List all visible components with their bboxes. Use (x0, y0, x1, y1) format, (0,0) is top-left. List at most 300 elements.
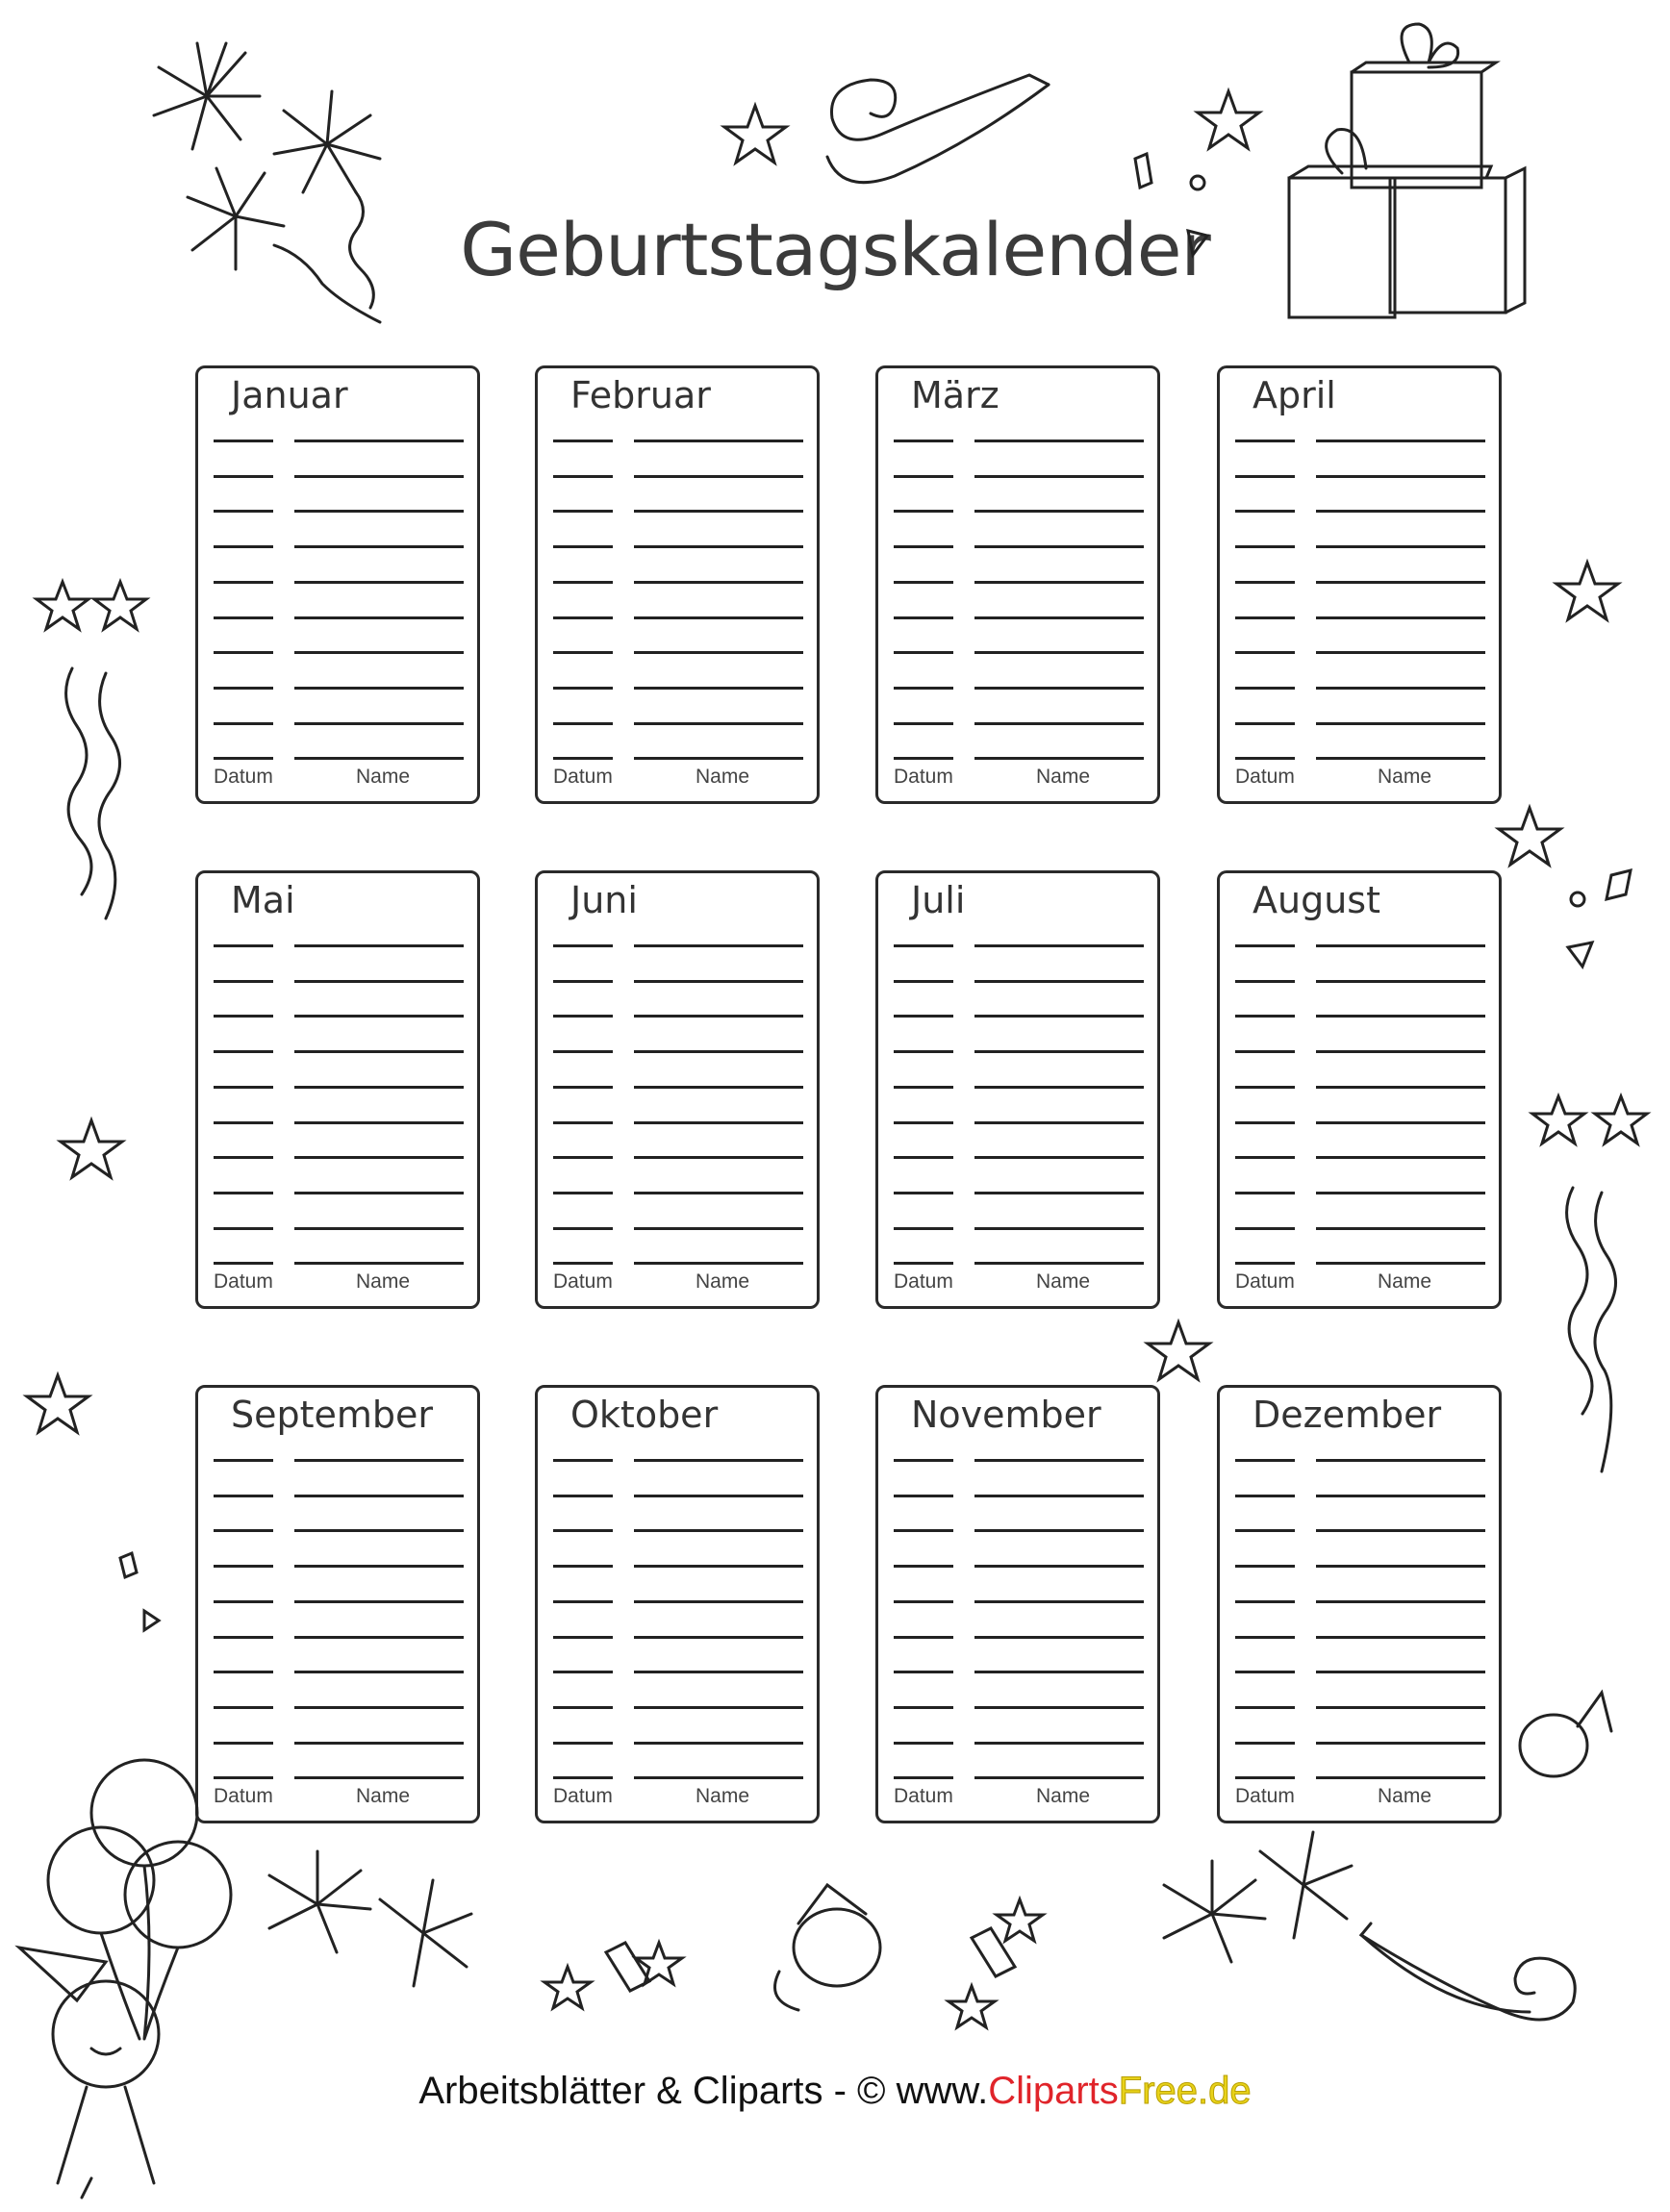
date-line[interactable] (214, 1495, 273, 1497)
date-line[interactable] (894, 1015, 953, 1018)
name-line[interactable] (294, 616, 464, 619)
date-line[interactable] (894, 651, 953, 654)
date-line[interactable] (894, 980, 953, 983)
name-line[interactable] (634, 1742, 803, 1745)
name-line[interactable] (294, 1227, 464, 1230)
date-line[interactable] (553, 1192, 613, 1194)
date-line[interactable] (553, 1121, 613, 1124)
month-card (195, 1385, 480, 1823)
name-line[interactable] (974, 1050, 1144, 1053)
date-line[interactable] (1235, 722, 1295, 725)
date-line[interactable] (1235, 1050, 1295, 1053)
date-line[interactable] (214, 1600, 273, 1603)
date-line[interactable] (214, 1050, 273, 1053)
name-line[interactable] (1316, 1262, 1485, 1265)
date-line[interactable] (214, 1671, 273, 1673)
date-line[interactable] (1235, 581, 1295, 584)
name-line[interactable] (974, 545, 1144, 548)
name-line[interactable] (294, 1529, 464, 1532)
date-line[interactable] (214, 581, 273, 584)
name-line[interactable] (634, 1121, 803, 1124)
name-line[interactable] (634, 616, 803, 619)
date-line[interactable] (214, 722, 273, 725)
date-line[interactable] (553, 1050, 613, 1053)
date-line[interactable] (894, 687, 953, 690)
date-line[interactable] (1235, 1156, 1295, 1159)
date-line[interactable] (1235, 1600, 1295, 1603)
name-line[interactable] (634, 1192, 803, 1194)
confetti-icon (1135, 154, 1151, 188)
name-line[interactable] (974, 616, 1144, 619)
date-line[interactable] (214, 545, 273, 548)
date-line[interactable] (214, 616, 273, 619)
name-line[interactable] (1316, 1459, 1485, 1462)
star-icon (724, 106, 786, 163)
name-line[interactable] (974, 440, 1144, 442)
name-line[interactable] (974, 475, 1144, 478)
name-line[interactable] (634, 1227, 803, 1230)
date-line[interactable] (214, 1086, 273, 1089)
name-line[interactable] (974, 1671, 1144, 1673)
date-label: Datum (214, 1270, 273, 1293)
name-line[interactable] (974, 1086, 1144, 1089)
name-line[interactable] (294, 1459, 464, 1462)
fireworks-icon (269, 1851, 370, 1952)
date-line[interactable] (214, 510, 273, 513)
date-line[interactable] (1235, 944, 1295, 947)
name-line[interactable] (1316, 475, 1485, 478)
date-line[interactable] (1235, 1636, 1295, 1639)
name-line[interactable] (974, 1565, 1144, 1568)
name-label: Name (356, 766, 411, 788)
date-label: Datum (553, 766, 613, 788)
date-line[interactable] (553, 722, 613, 725)
date-line[interactable] (1235, 651, 1295, 654)
date-line[interactable] (1235, 1671, 1295, 1673)
month-title: April (1252, 374, 1336, 416)
name-line[interactable] (974, 1121, 1144, 1124)
name-line[interactable] (974, 1459, 1144, 1462)
date-line[interactable] (894, 1776, 953, 1779)
name-line[interactable] (974, 1636, 1144, 1639)
date-line[interactable] (553, 1156, 613, 1159)
name-line[interactable] (634, 1565, 803, 1568)
month-title: Mai (231, 879, 295, 921)
date-line[interactable] (894, 1192, 953, 1194)
date-line[interactable] (894, 1671, 953, 1673)
page-title: Geburtstagskalender (460, 207, 1210, 292)
name-line[interactable] (294, 757, 464, 760)
name-line[interactable] (294, 1671, 464, 1673)
name-line[interactable] (1316, 1086, 1485, 1089)
date-line[interactable] (553, 581, 613, 584)
name-line[interactable] (1316, 1121, 1485, 1124)
date-line[interactable] (214, 1706, 273, 1709)
fireworks-icon (1260, 1832, 1352, 1938)
date-line[interactable] (553, 1227, 613, 1230)
name-line[interactable] (1316, 616, 1485, 619)
star-icon (1148, 1322, 1209, 1379)
name-line[interactable] (294, 510, 464, 513)
date-label: Datum (553, 1785, 613, 1807)
date-line[interactable] (1235, 687, 1295, 690)
name-line[interactable] (294, 1121, 464, 1124)
name-line[interactable] (634, 651, 803, 654)
name-line[interactable] (634, 1156, 803, 1159)
name-label: Name (696, 766, 750, 788)
footer-brand-yellow[interactable]: Free.de (1118, 2070, 1252, 2112)
date-line[interactable] (894, 1121, 953, 1124)
name-line[interactable] (634, 1086, 803, 1089)
name-line[interactable] (1316, 687, 1485, 690)
date-line[interactable] (1235, 1742, 1295, 1745)
name-line[interactable] (974, 944, 1144, 947)
name-line[interactable] (974, 581, 1144, 584)
date-line[interactable] (894, 510, 953, 513)
date-line[interactable] (553, 510, 613, 513)
name-line[interactable] (1316, 1529, 1485, 1532)
date-line[interactable] (1235, 1121, 1295, 1124)
name-line[interactable] (974, 1262, 1144, 1265)
date-line[interactable] (1235, 510, 1295, 513)
date-line[interactable] (214, 1636, 273, 1639)
date-line[interactable] (214, 980, 273, 983)
month-card (535, 1385, 820, 1823)
name-line[interactable] (294, 1706, 464, 1709)
date-line[interactable] (553, 944, 613, 947)
month-card (1217, 365, 1502, 804)
name-line[interactable] (1316, 1776, 1485, 1779)
date-line[interactable] (214, 1015, 273, 1018)
date-line[interactable] (1235, 545, 1295, 548)
date-line[interactable] (553, 1086, 613, 1089)
date-line[interactable] (894, 944, 953, 947)
name-line[interactable] (294, 1742, 464, 1745)
name-line[interactable] (634, 944, 803, 947)
name-line[interactable] (1316, 1015, 1485, 1018)
name-line[interactable] (1316, 1636, 1485, 1639)
name-line[interactable] (974, 757, 1144, 760)
name-label: Name (1036, 766, 1091, 788)
name-line[interactable] (974, 1706, 1144, 1709)
name-line[interactable] (974, 1156, 1144, 1159)
name-line[interactable] (634, 1706, 803, 1709)
name-line[interactable] (1316, 440, 1485, 442)
month-title: Februar (570, 374, 711, 416)
date-line[interactable] (214, 1121, 273, 1124)
date-line[interactable] (553, 616, 613, 619)
name-line[interactable] (294, 1156, 464, 1159)
name-line[interactable] (974, 1776, 1144, 1779)
name-line[interactable] (634, 1776, 803, 1779)
date-line[interactable] (894, 1529, 953, 1532)
date-line[interactable] (214, 1459, 273, 1462)
month-card (1217, 870, 1502, 1309)
name-label: Name (1036, 1270, 1091, 1293)
date-line[interactable] (214, 1529, 273, 1532)
name-line[interactable] (1316, 757, 1485, 760)
name-line[interactable] (294, 687, 464, 690)
name-line[interactable] (294, 1192, 464, 1194)
date-line[interactable] (553, 1015, 613, 1018)
date-line[interactable] (553, 475, 613, 478)
name-line[interactable] (974, 1495, 1144, 1497)
name-line[interactable] (294, 581, 464, 584)
name-line[interactable] (974, 510, 1144, 513)
name-line[interactable] (1316, 1156, 1485, 1159)
name-line[interactable] (1316, 510, 1485, 513)
name-label: Name (1378, 1270, 1432, 1293)
star-icon (949, 1986, 995, 2027)
name-line[interactable] (1316, 1227, 1485, 1230)
date-label: Datum (894, 1270, 953, 1293)
name-line[interactable] (1316, 1600, 1485, 1603)
name-line[interactable] (1316, 944, 1485, 947)
name-line[interactable] (1316, 651, 1485, 654)
footer-credit (0, 2070, 1670, 2113)
date-line[interactable] (214, 1156, 273, 1159)
month-card (195, 365, 480, 804)
name-line[interactable] (974, 1192, 1144, 1194)
name-line[interactable] (634, 1015, 803, 1018)
month-title: September (231, 1394, 434, 1436)
date-line[interactable] (894, 1156, 953, 1159)
date-line[interactable] (894, 757, 953, 760)
date-line[interactable] (1235, 616, 1295, 619)
name-line[interactable] (634, 1600, 803, 1603)
date-line[interactable] (1235, 1495, 1295, 1497)
date-line[interactable] (553, 1600, 613, 1603)
bird-icon (775, 1885, 881, 2010)
date-line[interactable] (1235, 980, 1295, 983)
name-line[interactable] (974, 1227, 1144, 1230)
footer-prefix: Arbeitsblätter & Cliparts - © www. (418, 2070, 989, 2112)
date-line[interactable] (214, 687, 273, 690)
date-line[interactable] (894, 545, 953, 548)
fireworks-icon (380, 1880, 471, 1986)
date-line[interactable] (1235, 1262, 1295, 1265)
name-line[interactable] (634, 1636, 803, 1639)
confetti-icon (1568, 943, 1592, 967)
name-line[interactable] (1316, 1192, 1485, 1194)
streamer-icon (99, 673, 120, 918)
date-line[interactable] (553, 545, 613, 548)
month-title: August (1252, 879, 1380, 921)
date-line[interactable] (553, 1776, 613, 1779)
month-title: März (911, 374, 999, 416)
date-line[interactable] (553, 757, 613, 760)
month-card (875, 1385, 1160, 1823)
fireworks-icon (1164, 1861, 1265, 1962)
date-line[interactable] (553, 1671, 613, 1673)
name-line[interactable] (294, 1776, 464, 1779)
name-line[interactable] (294, 1636, 464, 1639)
name-line[interactable] (294, 1495, 464, 1497)
name-line[interactable] (1316, 1671, 1485, 1673)
star-icon (1198, 91, 1259, 148)
date-line[interactable] (894, 1459, 953, 1462)
name-line[interactable] (974, 1529, 1144, 1532)
name-line[interactable] (294, 1086, 464, 1089)
name-label: Name (1378, 1785, 1432, 1807)
date-line[interactable] (894, 1050, 953, 1053)
candy-icon (972, 1928, 1015, 1976)
date-line[interactable] (553, 1262, 613, 1265)
name-line[interactable] (1316, 1706, 1485, 1709)
candy-icon (606, 1943, 649, 1991)
date-line[interactable] (1235, 1192, 1295, 1194)
star-icon (1532, 1096, 1584, 1144)
name-line[interactable] (634, 440, 803, 442)
name-line[interactable] (294, 722, 464, 725)
name-line[interactable] (974, 1742, 1144, 1745)
date-line[interactable] (1235, 1459, 1295, 1462)
date-line[interactable] (1235, 1565, 1295, 1568)
confetti-icon (120, 1553, 137, 1577)
name-line[interactable] (294, 545, 464, 548)
name-line[interactable] (294, 944, 464, 947)
month-title: November (911, 1394, 1101, 1436)
date-line[interactable] (214, 1227, 273, 1230)
date-line[interactable] (1235, 1529, 1295, 1532)
date-line[interactable] (1235, 1086, 1295, 1089)
date-line[interactable] (214, 1565, 273, 1568)
star-icon (61, 1120, 122, 1177)
name-line[interactable] (1316, 722, 1485, 725)
date-line[interactable] (1235, 1227, 1295, 1230)
date-line[interactable] (553, 1706, 613, 1709)
date-line[interactable] (553, 1636, 613, 1639)
name-line[interactable] (974, 651, 1144, 654)
date-line[interactable] (214, 1262, 273, 1265)
name-line[interactable] (294, 980, 464, 983)
name-line[interactable] (634, 687, 803, 690)
date-line[interactable] (214, 1192, 273, 1194)
date-line[interactable] (894, 1086, 953, 1089)
name-line[interactable] (634, 1529, 803, 1532)
date-line[interactable] (553, 651, 613, 654)
date-line[interactable] (214, 1776, 273, 1779)
date-line[interactable] (214, 475, 273, 478)
name-line[interactable] (1316, 980, 1485, 983)
date-label: Datum (1235, 1270, 1295, 1293)
name-line[interactable] (1316, 1050, 1485, 1053)
name-line[interactable] (974, 722, 1144, 725)
date-line[interactable] (894, 1600, 953, 1603)
date-line[interactable] (1235, 1015, 1295, 1018)
name-line[interactable] (294, 1050, 464, 1053)
date-line[interactable] (553, 440, 613, 442)
date-line[interactable] (1235, 1706, 1295, 1709)
name-label: Name (696, 1785, 750, 1807)
date-line[interactable] (553, 980, 613, 983)
date-line[interactable] (894, 722, 953, 725)
name-line[interactable] (634, 1262, 803, 1265)
date-line[interactable] (553, 1459, 613, 1462)
name-line[interactable] (634, 510, 803, 513)
name-line[interactable] (1316, 1565, 1485, 1568)
date-line[interactable] (894, 1262, 953, 1265)
name-line[interactable] (634, 1050, 803, 1053)
date-line[interactable] (553, 1495, 613, 1497)
name-line[interactable] (1316, 1742, 1485, 1745)
name-line[interactable] (294, 1600, 464, 1603)
date-line[interactable] (1235, 757, 1295, 760)
name-line[interactable] (294, 1015, 464, 1018)
name-line[interactable] (634, 1495, 803, 1497)
month-card (535, 365, 820, 804)
name-line[interactable] (974, 687, 1144, 690)
date-line[interactable] (553, 1742, 613, 1745)
name-label: Name (1036, 1785, 1091, 1807)
name-line[interactable] (294, 1262, 464, 1265)
date-line[interactable] (894, 475, 953, 478)
star-icon (94, 582, 146, 629)
name-line[interactable] (294, 651, 464, 654)
name-line[interactable] (634, 1459, 803, 1462)
month-card (535, 870, 820, 1309)
date-label: Datum (1235, 1785, 1295, 1807)
date-line[interactable] (1235, 440, 1295, 442)
name-line[interactable] (634, 757, 803, 760)
date-line[interactable] (553, 687, 613, 690)
date-line[interactable] (1235, 475, 1295, 478)
name-line[interactable] (634, 581, 803, 584)
name-line[interactable] (294, 440, 464, 442)
name-line[interactable] (634, 1671, 803, 1673)
name-line[interactable] (294, 475, 464, 478)
name-line[interactable] (974, 1600, 1144, 1603)
date-line[interactable] (894, 1636, 953, 1639)
date-line[interactable] (214, 944, 273, 947)
date-line[interactable] (553, 1529, 613, 1532)
date-line[interactable] (214, 757, 273, 760)
name-line[interactable] (974, 980, 1144, 983)
date-line[interactable] (894, 1565, 953, 1568)
confetti-icon (144, 1611, 159, 1630)
date-line[interactable] (214, 1742, 273, 1745)
date-line[interactable] (894, 1227, 953, 1230)
date-line[interactable] (214, 651, 273, 654)
name-label: Name (356, 1270, 411, 1293)
fireworks-icon (154, 43, 260, 149)
name-line[interactable] (974, 1015, 1144, 1018)
date-line[interactable] (1235, 1776, 1295, 1779)
date-line[interactable] (894, 1706, 953, 1709)
footer-brand-red[interactable]: Cliparts (988, 2070, 1119, 2112)
name-line[interactable] (1316, 581, 1485, 584)
name-line[interactable] (1316, 1495, 1485, 1497)
date-line[interactable] (894, 1742, 953, 1745)
star-icon (1499, 808, 1560, 865)
date-line[interactable] (553, 1565, 613, 1568)
confetti-icon (1607, 870, 1631, 899)
name-line[interactable] (634, 722, 803, 725)
name-line[interactable] (634, 980, 803, 983)
name-line[interactable] (634, 545, 803, 548)
name-line[interactable] (1316, 545, 1485, 548)
star-icon (1556, 563, 1618, 619)
date-line[interactable] (894, 616, 953, 619)
date-line[interactable] (214, 440, 273, 442)
date-line[interactable] (894, 1495, 953, 1497)
date-line[interactable] (894, 581, 953, 584)
star-icon (27, 1375, 89, 1432)
name-line[interactable] (634, 475, 803, 478)
date-line[interactable] (894, 440, 953, 442)
name-line[interactable] (294, 1565, 464, 1568)
month-title: Oktober (570, 1394, 719, 1436)
